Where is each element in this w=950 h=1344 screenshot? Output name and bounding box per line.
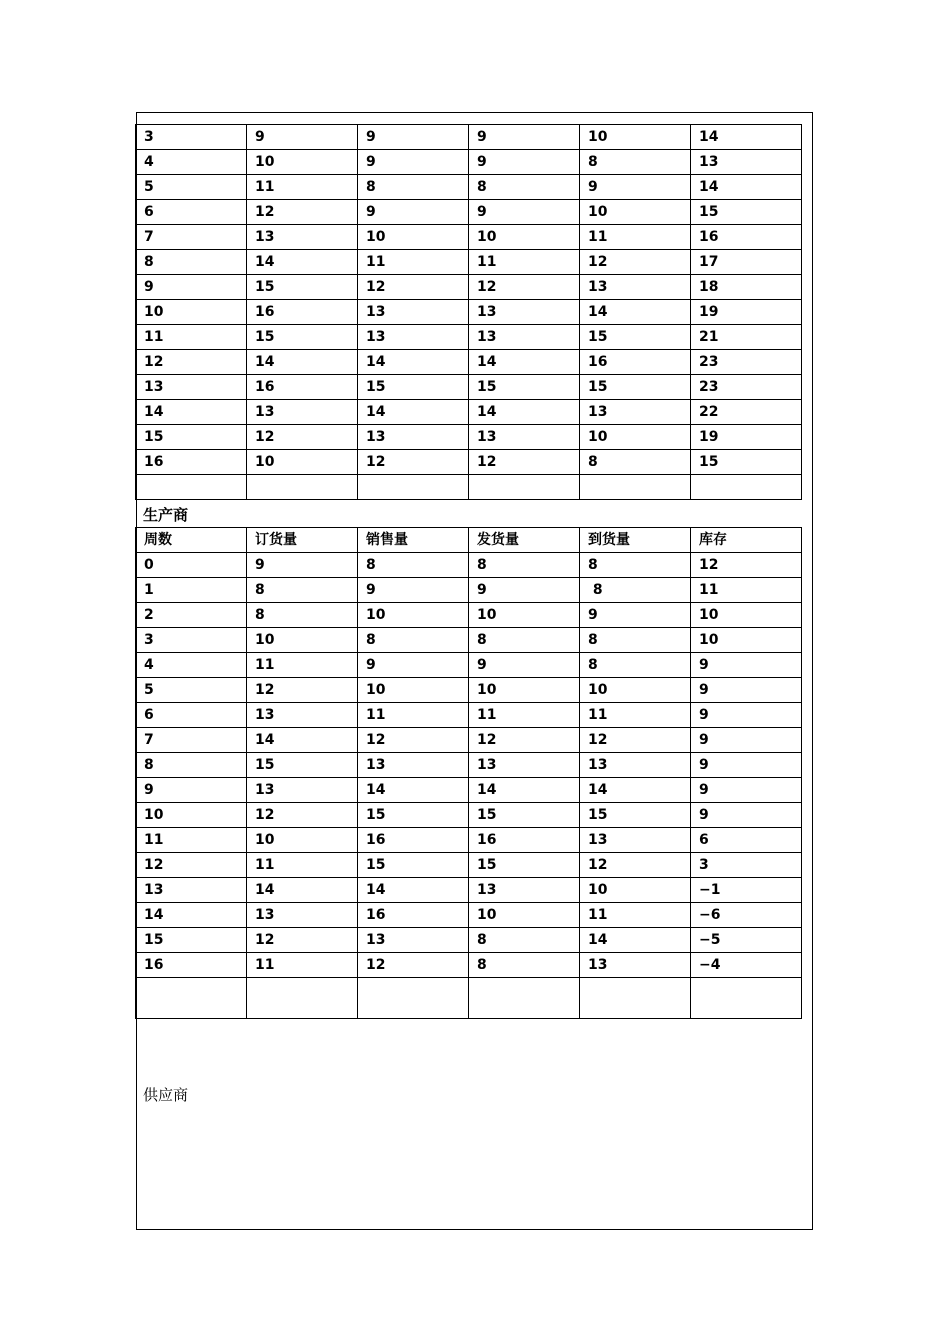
table-cell: 10 [580, 878, 691, 903]
column-header: 库存 [691, 528, 802, 553]
producer-section-title: 生产商 [143, 506, 189, 524]
table-cell: 11 [247, 853, 358, 878]
table-cell: 15 [247, 753, 358, 778]
table-cell: 14 [691, 175, 802, 200]
table-cell: 8 [580, 653, 691, 678]
table-cell: 15 [691, 200, 802, 225]
table-cell [136, 475, 247, 500]
table-row [136, 953, 802, 978]
table-row [136, 300, 802, 325]
table-row [136, 703, 802, 728]
table-cell: 12 [247, 678, 358, 703]
table-cell: 11 [580, 903, 691, 928]
table-row [136, 903, 802, 928]
table-cell: 13 [580, 753, 691, 778]
table-cell: 14 [358, 400, 469, 425]
table-row [136, 853, 802, 878]
table-cell: 11 [469, 250, 580, 275]
retailer-table-continued [135, 124, 802, 500]
supplier-section-title: 供应商 [143, 1086, 189, 1104]
table-cell: 10 [247, 450, 358, 475]
table-cell [469, 475, 580, 500]
table-cell: 14 [580, 778, 691, 803]
table-cell: 15 [247, 325, 358, 350]
table-cell: 15 [358, 803, 469, 828]
table-cell: 9 [358, 578, 469, 603]
table-cell: 8 [358, 628, 469, 653]
table-cell: 16 [247, 375, 358, 400]
table-cell: 11 [580, 703, 691, 728]
table-cell: −1 [691, 878, 802, 903]
table-cell: 14 [247, 250, 358, 275]
table-cell [691, 475, 802, 500]
table-cell: 12 [358, 450, 469, 475]
table-cell: 10 [247, 828, 358, 853]
table-cell: 13 [358, 928, 469, 953]
table-cell: 12 [469, 728, 580, 753]
table-cell: 11 [136, 325, 247, 350]
table-cell: 15 [580, 375, 691, 400]
table-cell: 9 [247, 553, 358, 578]
table-cell: 16 [358, 903, 469, 928]
table-cell: 12 [247, 803, 358, 828]
table-cell: 11 [247, 953, 358, 978]
table-cell: 10 [691, 603, 802, 628]
table-cell: −6 [691, 903, 802, 928]
table-row [136, 475, 802, 500]
table-cell: 3 [136, 628, 247, 653]
table-row [136, 325, 802, 350]
table-cell: 9 [358, 653, 469, 678]
table-cell: 9 [691, 778, 802, 803]
table-cell: 14 [247, 728, 358, 753]
table-cell: 8 [136, 753, 247, 778]
table-cell: 16 [469, 828, 580, 853]
table-cell [136, 978, 247, 1019]
table-cell: 13 [247, 400, 358, 425]
table-cell: 11 [358, 250, 469, 275]
table-cell: 9 [691, 753, 802, 778]
table-cell: 13 [247, 903, 358, 928]
table-cell: 9 [358, 200, 469, 225]
table-cell: 13 [247, 703, 358, 728]
table-cell: 3 [691, 853, 802, 878]
producer-table [135, 527, 802, 1019]
table-cell: 12 [358, 953, 469, 978]
table-row [136, 778, 802, 803]
table-cell: 1 [136, 578, 247, 603]
table-row [136, 878, 802, 903]
table-cell: 12 [247, 200, 358, 225]
table-row [136, 578, 802, 603]
table-cell: 16 [580, 350, 691, 375]
table-cell: 10 [469, 225, 580, 250]
table-cell: 12 [136, 853, 247, 878]
table-cell: 16 [136, 953, 247, 978]
table-row [136, 678, 802, 703]
table-cell: 11 [136, 828, 247, 853]
table-cell: 10 [469, 903, 580, 928]
table-cell: 9 [358, 150, 469, 175]
table-cell: 10 [580, 125, 691, 150]
table-cell: 8 [580, 553, 691, 578]
table-cell: 14 [358, 778, 469, 803]
table-cell: 15 [358, 853, 469, 878]
table-cell: −5 [691, 928, 802, 953]
table-cell: 10 [469, 603, 580, 628]
table-row [136, 175, 802, 200]
table-cell: 8 [469, 175, 580, 200]
table-cell: 14 [136, 903, 247, 928]
table-cell: 9 [247, 125, 358, 150]
table-cell: 12 [358, 728, 469, 753]
table-cell: 14 [469, 350, 580, 375]
table-cell: 15 [358, 375, 469, 400]
table-cell: 8 [580, 578, 691, 603]
table-cell: 15 [136, 928, 247, 953]
table-cell: 12 [136, 350, 247, 375]
table-cell: 8 [580, 628, 691, 653]
table-cell: 12 [580, 728, 691, 753]
table-cell: 9 [469, 200, 580, 225]
table-cell: 10 [580, 425, 691, 450]
table-row [136, 978, 802, 1019]
table-cell: 16 [247, 300, 358, 325]
table-cell: 5 [136, 175, 247, 200]
table-cell: 9 [469, 653, 580, 678]
table-cell: 14 [580, 300, 691, 325]
table-cell: 10 [358, 603, 469, 628]
table-cell: −4 [691, 953, 802, 978]
table-cell: 8 [469, 553, 580, 578]
table-cell: 10 [580, 678, 691, 703]
table-cell: 13 [580, 953, 691, 978]
table-cell: 9 [469, 125, 580, 150]
table-row [136, 450, 802, 475]
table-cell: 9 [691, 703, 802, 728]
table-cell: 11 [358, 703, 469, 728]
table-cell: 13 [469, 753, 580, 778]
table-cell: 14 [580, 928, 691, 953]
table-cell [580, 475, 691, 500]
table-cell: 9 [580, 603, 691, 628]
table-row [136, 375, 802, 400]
table-cell: 11 [247, 175, 358, 200]
table-cell: 13 [136, 878, 247, 903]
table-cell: 13 [469, 300, 580, 325]
table-cell [247, 978, 358, 1019]
table-cell: 23 [691, 375, 802, 400]
table-cell: 18 [691, 275, 802, 300]
table-cell: 19 [691, 300, 802, 325]
table-row [136, 803, 802, 828]
table-cell: 13 [580, 828, 691, 853]
table-cell: 11 [580, 225, 691, 250]
table-cell: 10 [469, 678, 580, 703]
table-cell: 8 [358, 553, 469, 578]
table-cell: 15 [136, 425, 247, 450]
table-cell: 13 [247, 225, 358, 250]
table-cell: 8 [469, 628, 580, 653]
table-cell: 15 [469, 853, 580, 878]
table-row [136, 653, 802, 678]
table-cell: 0 [136, 553, 247, 578]
table-cell: 8 [136, 250, 247, 275]
table-cell: 11 [469, 703, 580, 728]
table-cell: 7 [136, 728, 247, 753]
table-cell: 12 [580, 250, 691, 275]
table-cell: 10 [136, 300, 247, 325]
table-cell: 10 [358, 678, 469, 703]
column-header: 订货量 [247, 528, 358, 553]
table-cell: 11 [247, 653, 358, 678]
table-row [136, 628, 802, 653]
table-cell: 8 [580, 450, 691, 475]
table-cell [469, 978, 580, 1019]
table-cell: 12 [580, 853, 691, 878]
table-cell: 22 [691, 400, 802, 425]
table-cell: 8 [580, 150, 691, 175]
table-cell: 4 [136, 653, 247, 678]
table-cell: 14 [136, 400, 247, 425]
table-row [136, 400, 802, 425]
table-cell: 13 [469, 878, 580, 903]
table-cell: 10 [691, 628, 802, 653]
table-cell: 13 [469, 425, 580, 450]
table-cell: 19 [691, 425, 802, 450]
table-cell: 13 [358, 425, 469, 450]
table-cell: 8 [469, 953, 580, 978]
column-header: 到货量 [580, 528, 691, 553]
table-cell: 13 [469, 325, 580, 350]
table-cell: 13 [580, 400, 691, 425]
table-row [136, 753, 802, 778]
table-row [136, 553, 802, 578]
column-header: 销售量 [358, 528, 469, 553]
table-cell: 14 [247, 878, 358, 903]
table-cell: 14 [247, 350, 358, 375]
table-cell [247, 475, 358, 500]
table-cell: 16 [358, 828, 469, 853]
table-cell: 8 [247, 603, 358, 628]
header-row [136, 528, 802, 553]
table-row [136, 275, 802, 300]
column-header: 发货量 [469, 528, 580, 553]
table-cell: 8 [247, 578, 358, 603]
table-cell: 9 [469, 150, 580, 175]
table-cell: 9 [580, 175, 691, 200]
table-cell: 14 [469, 778, 580, 803]
table-cell: 6 [136, 703, 247, 728]
table-cell: 10 [358, 225, 469, 250]
table-cell: 15 [247, 275, 358, 300]
table-cell: 13 [247, 778, 358, 803]
table-row [136, 200, 802, 225]
table-cell: 4 [136, 150, 247, 175]
table-row [136, 928, 802, 953]
table-cell [358, 475, 469, 500]
table-cell: 7 [136, 225, 247, 250]
table-cell: 15 [691, 450, 802, 475]
table-cell: 9 [691, 678, 802, 703]
table-cell: 12 [247, 425, 358, 450]
table-cell: 9 [691, 653, 802, 678]
table-cell: 13 [580, 275, 691, 300]
table-cell: 13 [358, 300, 469, 325]
table-cell: 14 [469, 400, 580, 425]
table-cell: 15 [469, 375, 580, 400]
table-cell: 11 [691, 578, 802, 603]
table-cell: 23 [691, 350, 802, 375]
table-cell [358, 978, 469, 1019]
table-cell: 16 [136, 450, 247, 475]
table-cell: 21 [691, 325, 802, 350]
table-cell: 10 [136, 803, 247, 828]
table-row [136, 150, 802, 175]
table-cell: 3 [136, 125, 247, 150]
table-cell: 8 [358, 175, 469, 200]
table-row [136, 350, 802, 375]
table-cell [580, 978, 691, 1019]
table-row [136, 250, 802, 275]
table-cell: 12 [469, 450, 580, 475]
table-cell: 14 [358, 350, 469, 375]
table-cell: 2 [136, 603, 247, 628]
table-row [136, 125, 802, 150]
table-cell: 15 [580, 325, 691, 350]
table-cell: 12 [691, 553, 802, 578]
table-cell: 13 [691, 150, 802, 175]
table-cell: 16 [691, 225, 802, 250]
table-cell: 17 [691, 250, 802, 275]
table-cell: 9 [136, 275, 247, 300]
column-header: 周数 [136, 528, 247, 553]
table-cell [691, 978, 802, 1019]
table-cell: 15 [580, 803, 691, 828]
table-cell: 14 [358, 878, 469, 903]
table-cell: 5 [136, 678, 247, 703]
table-row [136, 425, 802, 450]
table-cell: 13 [136, 375, 247, 400]
table-cell: 9 [358, 125, 469, 150]
table-cell: 12 [358, 275, 469, 300]
table-cell: 9 [691, 728, 802, 753]
table-cell: 14 [691, 125, 802, 150]
table-cell: 10 [247, 150, 358, 175]
table-row [136, 603, 802, 628]
table-row [136, 225, 802, 250]
table-row [136, 728, 802, 753]
table-cell: 6 [136, 200, 247, 225]
table-cell: 10 [247, 628, 358, 653]
table-cell: 12 [469, 275, 580, 300]
table-cell: 12 [247, 928, 358, 953]
table-cell: 13 [358, 325, 469, 350]
table-cell: 9 [469, 578, 580, 603]
table-cell: 10 [580, 200, 691, 225]
table-cell: 9 [136, 778, 247, 803]
table-cell: 8 [469, 928, 580, 953]
table-cell: 6 [691, 828, 802, 853]
table-cell: 13 [358, 753, 469, 778]
table-cell: 9 [691, 803, 802, 828]
table-cell: 15 [469, 803, 580, 828]
table-row [136, 828, 802, 853]
